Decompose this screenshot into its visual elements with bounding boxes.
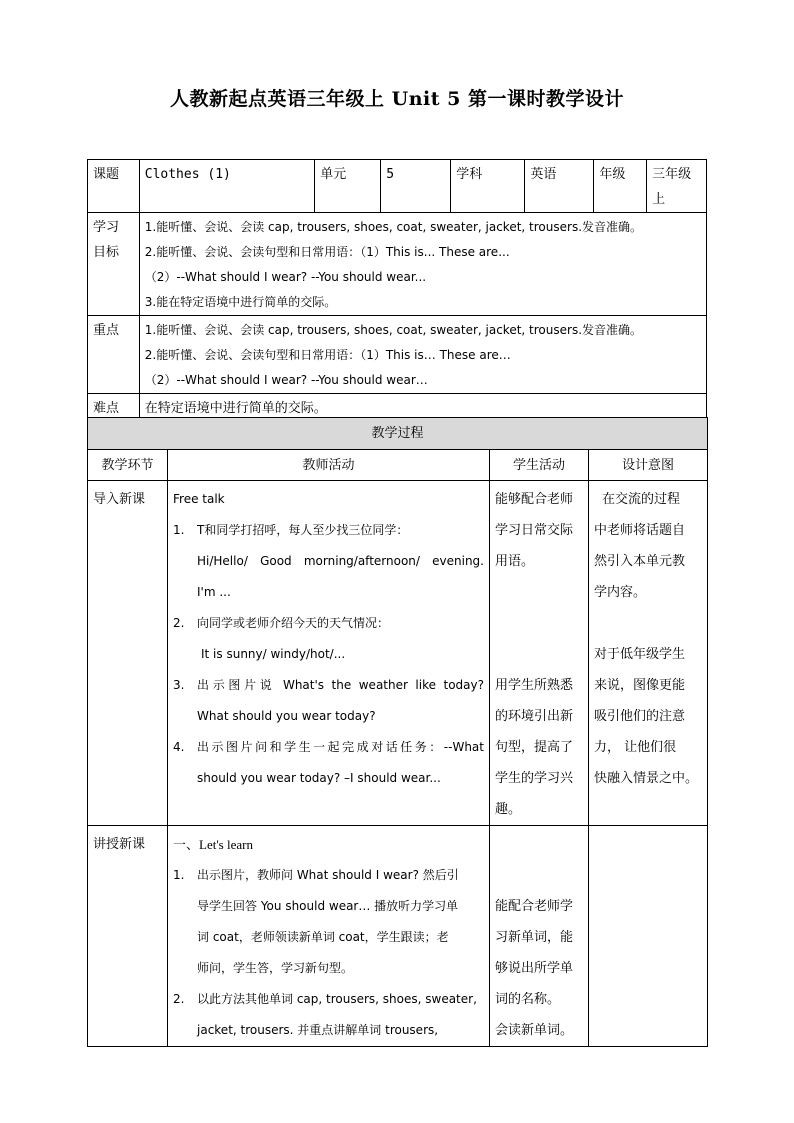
item-number: 3. bbox=[173, 678, 185, 692]
spacer-line bbox=[495, 608, 583, 639]
list-item bbox=[173, 732, 484, 763]
goals-content bbox=[139, 213, 706, 316]
goal-line: （2）--What should I wear? --You should wear... bbox=[144, 270, 427, 284]
item-text: T和同学打招呼，每人至少找三位同学： bbox=[197, 523, 409, 537]
intro-student-activity bbox=[490, 481, 589, 826]
design-line: 然引入本单元教 bbox=[594, 554, 686, 569]
student-line: 句型，提高了 bbox=[495, 740, 574, 755]
topic-label: 课题 bbox=[88, 160, 140, 213]
difficulty-value: 在特定语境中进行简单的交际。 bbox=[139, 394, 706, 422]
item-sub-line: 师问，学生答，学习新句型。 bbox=[197, 961, 354, 975]
goal-line: 2.能听懂、会说、会读句型和日常用语：（1）This is... These are... bbox=[144, 245, 510, 259]
unit-label: 单元 bbox=[315, 160, 381, 213]
teaching-process-table bbox=[87, 417, 708, 1047]
goal-line: 1.能听懂、会说、会读 cap, trousers, shoes, coat, sweater, jacket, trousers.发音准确。 bbox=[144, 220, 643, 234]
header-design: 设计意图 bbox=[589, 450, 708, 481]
list-item bbox=[173, 608, 484, 639]
list-item bbox=[173, 515, 484, 546]
design-line: 对于低年级学生 bbox=[594, 647, 686, 662]
item-text: 出示图片说 What's the weather like today? bbox=[197, 678, 484, 692]
intro-design-intent bbox=[589, 481, 708, 826]
keypoint-line: 2.能听懂、会说、会读句型和日常用语：（1）This is… These are… bbox=[144, 348, 511, 362]
difficulty-label: 难点 bbox=[88, 394, 140, 422]
list-item bbox=[173, 984, 484, 1015]
process-band-row bbox=[88, 418, 708, 450]
process-band: 教学过程 bbox=[88, 418, 708, 450]
goal-line: 3.能在特定语境中进行简单的交际。 bbox=[144, 295, 337, 309]
item-sub-line: jacket, trousers. 并重点讲解单词 trousers, bbox=[197, 1023, 439, 1037]
student-line: 趣。 bbox=[495, 802, 522, 817]
spacer-line bbox=[594, 608, 702, 639]
item-sub-line: should you wear today? –I should wear... bbox=[197, 771, 441, 785]
list-item bbox=[173, 860, 484, 891]
process-header-row bbox=[88, 450, 708, 481]
lesson-teacher-activity bbox=[168, 826, 490, 1047]
item-sub-line: It is sunny/ windy/hot/... bbox=[201, 647, 346, 661]
design-line: 学内容。 bbox=[594, 585, 647, 600]
item-number: 2. bbox=[173, 992, 185, 1006]
intro-heading: Free talk bbox=[173, 492, 225, 506]
spacer-line bbox=[495, 860, 583, 891]
subject-label: 学科 bbox=[451, 160, 525, 213]
header-teacher: 教师活动 bbox=[168, 450, 490, 481]
keypoint-line: 1.能听懂、会说、会读 cap, trousers, shoes, coat, sweater, jacket, trousers.发音准确。 bbox=[144, 323, 643, 337]
student-line: 的环境引出新 bbox=[495, 709, 574, 724]
spacer-line bbox=[495, 577, 583, 608]
item-text: 出示图片，教师问 What should I wear? 然后引 bbox=[197, 868, 459, 882]
item-sub-line: Hi/Hello/ Good morning/afternoon/ evening. bbox=[197, 554, 484, 568]
intro-stage: 导入新课 bbox=[88, 481, 168, 826]
keypoints-content bbox=[139, 316, 706, 394]
spacer-line bbox=[495, 639, 583, 670]
keypoint-line: （2）--What should I wear? --You should wear… bbox=[144, 373, 428, 387]
goals-label-line: 学习 bbox=[93, 220, 120, 235]
lesson-stage: 讲授新课 bbox=[88, 826, 168, 1047]
goals-row bbox=[88, 213, 707, 316]
unit-value: 5 bbox=[381, 160, 451, 213]
item-sub-line: I'm ... bbox=[197, 585, 231, 599]
item-sub-line: 词 coat，老师领读新单词 coat，学生跟读；老 bbox=[197, 930, 449, 944]
spacer-line bbox=[495, 829, 583, 860]
header-stage: 教学环节 bbox=[88, 450, 168, 481]
student-line: 习新单词，能 bbox=[495, 930, 574, 945]
subject-value: 英语 bbox=[525, 160, 594, 213]
design-line: 来说，图像更能 bbox=[594, 678, 686, 693]
design-line: 力， 让他们很 bbox=[594, 740, 677, 755]
lesson-row bbox=[88, 826, 708, 1047]
keypoints-label: 重点 bbox=[88, 316, 140, 394]
lesson-info-table bbox=[87, 159, 707, 422]
student-line: 学生的学习兴 bbox=[495, 771, 574, 786]
student-line: 用学生所熟悉 bbox=[495, 678, 574, 693]
student-line: 会读新单词。 bbox=[495, 1023, 574, 1038]
info-row bbox=[88, 160, 707, 213]
item-sub-line: 导学生回答 You should wear… 播放听力学习单 bbox=[197, 899, 459, 913]
intro-row bbox=[88, 481, 708, 826]
design-line: 吸引他们的注意 bbox=[594, 709, 686, 724]
design-line: 中老师将话题自 bbox=[594, 523, 686, 538]
item-number: 4. bbox=[173, 740, 185, 754]
student-line: 用语。 bbox=[495, 554, 535, 569]
student-line: 词的名称。 bbox=[495, 992, 561, 1007]
grade-label: 年级 bbox=[594, 160, 647, 213]
grade-value: 三年级上 bbox=[647, 160, 707, 213]
page-title: 人教新起点英语三年级上 Unit 5 第一课时教学设计 bbox=[170, 88, 624, 110]
intro-teacher-activity bbox=[168, 481, 490, 826]
design-line: 快融入情景之中。 bbox=[594, 771, 699, 786]
student-line: 够说出所学单 bbox=[495, 961, 574, 976]
goals-label-line: 目标 bbox=[93, 245, 120, 260]
item-text: 向同学或老师介绍今天的天气情况： bbox=[197, 616, 390, 630]
goals-label bbox=[88, 213, 140, 316]
student-line: 学习日常交际 bbox=[495, 523, 574, 538]
keypoints-row bbox=[88, 316, 707, 394]
item-number: 1. bbox=[173, 868, 185, 882]
lesson-design-intent bbox=[589, 826, 708, 1047]
student-line: 能够配合老师 bbox=[495, 492, 574, 507]
list-item bbox=[173, 670, 484, 701]
item-number: 2. bbox=[173, 616, 185, 630]
lesson-student-activity bbox=[490, 826, 589, 1047]
item-text: 出示图片问和学生一起完成对话任务：--What bbox=[197, 740, 484, 754]
student-line: 能配合老师学 bbox=[495, 899, 574, 914]
topic-value: Clothes (1) bbox=[139, 160, 315, 213]
item-sub-line: What should you wear today? bbox=[197, 709, 376, 723]
header-student: 学生活动 bbox=[490, 450, 589, 481]
lesson-heading: 一、Let's learn bbox=[173, 837, 253, 852]
design-line: 在交流的过程 bbox=[602, 492, 681, 507]
item-text: 以此方法其他单词 cap, trousers, shoes, sweater, bbox=[197, 992, 477, 1006]
item-number: 1. bbox=[173, 523, 185, 537]
